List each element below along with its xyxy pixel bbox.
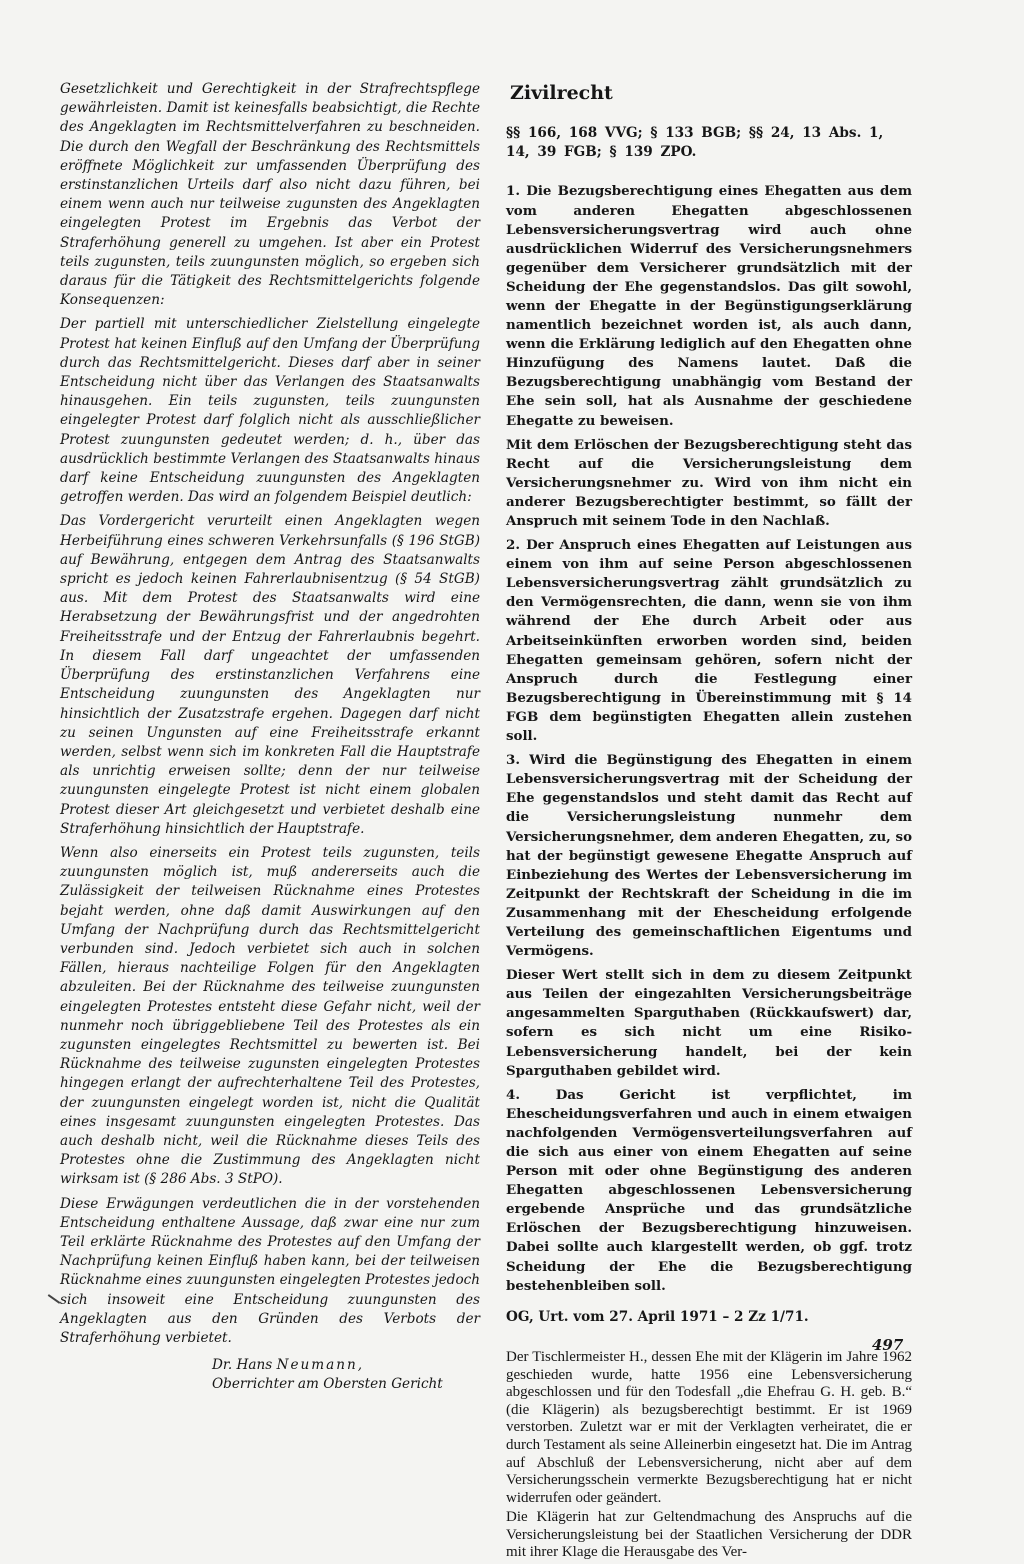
author-name <box>212 1356 480 1375</box>
author-role: Oberrichter am Obersten Gericht <box>212 1376 443 1393</box>
headnote-paragraph-6: 4. Das Gericht ist verpflichtet, im Ehescheidungsverfahren und auch in einem etwaigen nachfolgenden Vermögensverteilungsverfahren auf die sich aus einer von einem Ehegatten auf seine Person mit oder ohne Begünstigung des anderen Ehegatten abgeschlossenen Lebensversicherung ergebende Ansprüche und das grundsätzliche Erlöschen der Bezugsberechtigung hinzuweisen. Dabei sollte auch klargestellt werden, ob ggf. trotz Scheidung der Ehe die Bezugsberechtigung bestehenbleiben soll. <box>506 1086 912 1294</box>
headnotes <box>506 182 912 1295</box>
left-paragraph-4: Wenn also einerseits ein Protest teils zugunsten, teils zuungunsten möglich ist, muß andererseits auch die Zulässigkeit der teilweisen Rücknahme eines Protestes bejaht werden, ohne daß damit Auswirkungen auf den Umfang der Nachprüfung durch das Rechtsmittelgericht verbunden sind. Jedoch verbietet sich auch in solchen Fällen, hieraus nachteilige Folgen für den Angeklagten abzuleiten. Bei der Rücknahme des teilweise zuungunsten eingelegten Protestes entsteht diese Gefahr nicht, weil der nunmehr noch übriggebliebene Teil des Protestes als ein zugunsten eingelegtes Rechtsmittel zu bewerten ist. Bei Rücknahme des teilweise zugunsten eingelegten Protestes hingegen erlangt der aufrechterhaltene Teil des Protestes, der zuungunsten eingelegt worden ist, nicht die Qualität eines insgesamt zuungunsten eingelegten Protestes. Das auch deshalb nicht, weil die Rücknahme dieses Teils des Protestes ohne die Zustimmung des Angeklagten nicht wirksam ist (§ 286 Abs. 3 StPO). <box>60 844 480 1188</box>
headnote-paragraph-5: Dieser Wert stellt sich in dem zu diesem Zeitpunkt aus Teilen der eingezahlten Versicherungsbeiträge angesammelten Sparguthaben (Rückkaufswert) dar, sofern es sich nicht um eine Risiko-Lebensversicherung handelt, bei der kein Sparguthaben gebildet wird. <box>506 967 912 1079</box>
author-surname: Neumann, <box>276 1357 365 1374</box>
headnote-paragraph-3: 2. Der Anspruch eines Ehegatten auf Leistungen aus einem von ihm auf seine Person abgeschlossenen Lebensversicherungsvertrag zählt grundsätzlich zu den Vermögensrechten, die dann, wenn sie von ihm während der Ehe durch Arbeit oder aus Arbeitseinkünften erworben worden sind, beiden Ehegatten gemeinsam gehören, sofern nicht der Anspruch durch die Festlegung einer Bezugsberechtigung in Übereinstimmung mit § 14 FGB dem begünstigten Ehegatten allein zustehen soll. <box>506 537 912 745</box>
headnote-paragraph-1: 1. Die Bezugsberechtigung eines Ehegatten aus dem vom anderen Ehegatten abgeschlossenen Lebensversicherungsvertrag wird auch ohne ausdrücklichen Widerruf des Versicherungsnehmers gegenüber dem Versicherer grundsätzlich mit der Scheidung der Ehe gegenstandslos. Das gilt sowohl, wenn der Ehegatte in der Begünstigungserklärung namentlich bezeichnet worden ist, als auch dann, wenn die Erklärung lediglich auf den Ehegatten ohne Hinzufügung des Namens lautet. Daß die Bezugsberechtigung unabhängig vom Bestand der Ehe sein soll, hat als Ausnahme der geschiedene Ehegatte zu beweisen. <box>506 183 912 429</box>
page-number: 497 <box>872 1336 904 1354</box>
section-title: Zivilrecht <box>510 82 613 104</box>
headnote-paragraph-4: 3. Wird die Begünstigung des Ehegatten in einem Lebensversicherungsvertrag mit der Scheidung der Ehe gegenstandslos und steht damit das Recht auf die Versicherungsleistung nunmehr dem Versicherungsnehmer, dem anderen Ehegatten, zu, so hat der begünstigt gewesene Ehegatte Anspruch auf Einbeziehung des Wertes der Lebensversicherung im Zeitpunkt der Rechtskraft der Scheidung in die im Zusammenhang mit der Ehescheidung erfolgende Verteilung des gemeinschaftlichen Eigentums und Vermögens. <box>506 752 912 960</box>
statute-citation: §§ 166, 168 VVG; § 133 BGB; §§ 24, 13 Abs. 1, 14, 39 FGB; § 139 ZPO. <box>506 125 884 161</box>
left-paragraph-2: Der partiell mit unterschiedlicher Zielstellung eingelegte Protest hat keinen Einfluß auf den Umfang der Überprüfung durch das Rechtsmittelgericht. Dieses darf aber in seiner Entscheidung nicht über das Verlangen des Staatsanwalts hinausgehen. Ein teils zugunsten, teils zuungunsten eingelegter Protest darf folglich nicht als ausschließlicher Protest zuungunsten gedeutet werden; d. h., über das ausdrücklich bestimmte Verlangen des Staatsanwalts hinaus darf keine Entscheidung zuungunsten des Angeklagten getroffen werden. Das wird an folgendem Beispiel deutlich: <box>60 316 480 506</box>
margin-mark <box>48 1294 61 1304</box>
decision-reference: OG, Urt. vom 27. April 1971 – 2 Zz 1/71. <box>506 1308 809 1325</box>
author-signature <box>60 1356 480 1394</box>
left-column <box>60 80 480 1395</box>
left-paragraph-3: Das Vordergericht verurteilt einen Angeklagten wegen Herbeiführung eines schweren Verkehrsunfalls (§ 196 StGB) auf Bewährung, entgegen dem Antrag des Staatsanwalts spricht es jedoch keinen Fahrerlaubnisentzug (§ 54 StGB) aus. Mit dem Protest des Staatsanwalts wird eine Herabsetzung der Bewährungsfrist und der angedrohten Freiheitsstrafe und der Entzug der Fahrerlaubnis begehrt. In diesem Fall darf ungeachtet der umfassenden Überprüfung des erstinstanzlichen Verfahrens eine Entscheidung zuungunsten des Angeklagten nur hinsichtlich der Zusatzstrafe ergehen. Dagegen darf nicht zu seinen Ungunsten auf eine Freiheitsstrafe erkannt werden, selbst wenn sich im konkreten Fall die Hauptstrafe als unrichtig erweisen sollte; denn der nur teilweise zuungunsten eingelegte Protest ist nicht einem globalen Protest dieser Art gleichgesetzt und verbietet deshalb eine Straferhöhung hinsichtlich der Hauptstrafe. <box>60 513 480 837</box>
author-title: Dr. Hans <box>212 1357 273 1374</box>
left-paragraph-1: Gesetzlichkeit und Gerechtigkeit in der Strafrechtspflege gewährleisten. Damit ist keinesfalls beabsichtigt, die Rechte des Angeklagten im Rechtsmittelverfahren zu beschneiden. Die durch den Wegfall der Beschränkung des Rechtsmittels eröffnete Möglichkeit zur umfassenden Überprüfung des erstinstanzlichen Urteils darf also nicht dazu führen, bei einem wenn auch nur teilweise zugunsten des Angeklagten eingelegten Protest im Ergebnis das Verbot der Straferhöhung generell zu umgehen. Ist aber ein Protest teils zugunsten, teils zuungunsten möglich, so ergeben sich daraus für die Tätigkeit des Rechtsmittelgerichts folgende Konsequenzen: <box>60 81 480 309</box>
body-paragraph-1: Der Tischlermeister H., dessen Ehe mit der Klägerin im Jahre 1962 geschieden wurde, hatte 1956 eine Lebensversicherung abgeschlossen und für den Todesfall „die Ehefrau G. H. geb. B.“ (die Klägerin) als bezugsberechtigt bestimmt. Er ist 1969 verstorben. Zuletzt war er mit der Verklagten verheiratet, die er durch Testament als seine Alleinerbin eingesetzt hat. Die im Antrag auf Abschluß der Lebensversicherung, nicht aber auf dem Versicherungsschein vermerkte Bezugsberechtigung hat er nicht widerrufen oder geändert. <box>506 1348 912 1506</box>
left-paragraph-5: Diese Erwägungen verdeutlichen die in der vorstehenden Entscheidung enthaltene Aussage, daß zwar eine nur zum Teil erklärte Rücknahme des Protestes auf den Umfang der Nachprüfung keinen Einfluß haben kann, bei der teilweisen Rücknahme eines zuungunsten eingelegten Protestes jedoch sich insoweit eine Entscheidung zuungunsten des Angeklagten aus den Gründen des Verbots der Straferhöhung verbietet. <box>60 1195 480 1346</box>
body-paragraph-2: Die Klägerin hat zur Geltendmachung des Anspruchs auf die Versicherungsleistung bei der Staatlichen Versicherung der DDR mit ihrer Klage die Herausgabe des Ver- <box>506 1509 912 1561</box>
headnote-paragraph-2: Mit dem Erlöschen der Bezugsberechtigung steht das Recht auf die Versicherungsleistung dem Versicherungsnehmer zu. Wird von ihm nicht ein anderer Bezugsberechtigter bestimmt, so fällt der Anspruch mit seinem Tode in den Nachlaß. <box>506 436 912 529</box>
case-body <box>506 1349 912 1562</box>
right-column <box>506 80 912 1564</box>
